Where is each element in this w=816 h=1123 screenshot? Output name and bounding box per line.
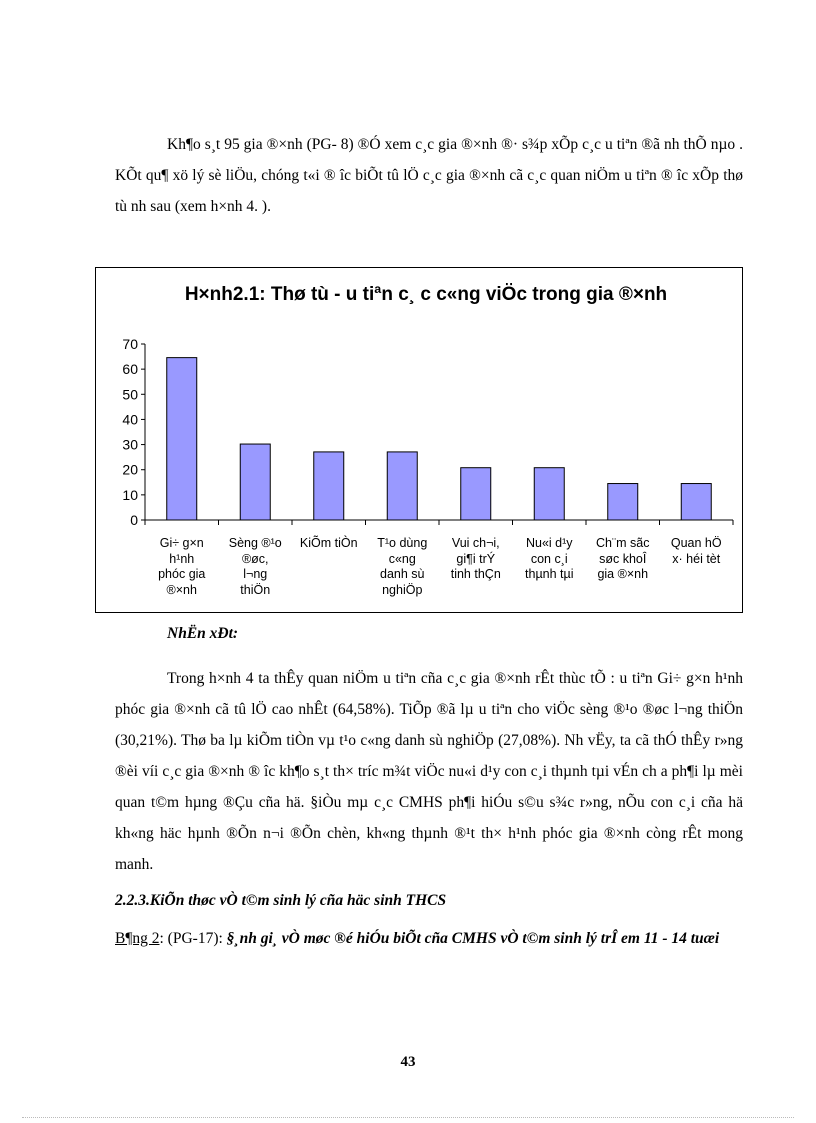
y-tick-label: 10 xyxy=(122,486,138,503)
x-category-label: Ch¨m sãc søc khoÎ gia ®×nh xyxy=(596,536,650,581)
table-label: B¶ng 2 xyxy=(115,930,160,947)
table-title: §¸nh gi¸ vÒ møc ®é hiÓu biÕt cña CMHS vÒ t©m sinh lý trÎ em 11 - 14 tuæi xyxy=(226,930,720,947)
y-tick-label: 30 xyxy=(122,436,138,453)
remarks-heading: NhËn xÐt: xyxy=(167,625,239,642)
bar-8 xyxy=(681,484,711,520)
y-tick-label: 60 xyxy=(122,361,138,378)
intro-paragraph: Kh¶o s¸t 95 gia ®×nh (PG- 8) ®Ó xem c¸c gia ®×nh ®· s¾p xÕp c¸c u tiªn ®ã nh thÕ nµo . KÕt qu¶ xö lý sè liÖu, chóng t«i ® îc biÕt tû lÖ c¸c gia ®×nh cã c¸c quan niÖm u tiªn ® îc xÕp thø tù nh sau (xem h×nh 4. ). xyxy=(115,136,743,215)
chart-title: H×nh2.1: Thø tù - u tiªn c¸ c c«ng viÖc trong gia ®×nh xyxy=(184,284,668,305)
section-heading: 2.2.3.KiÕn thøc vÒ t©m sinh lý cña häc sinh THCS xyxy=(115,892,447,909)
page-bottom-rule xyxy=(22,1117,794,1118)
y-tick-label: 0 xyxy=(130,512,138,528)
remarks-paragraph: Trong h×nh 4 ta thÊy quan niÖm u tiªn cña c¸c gia ®×nh rÊt thùc tÕ : u tiªn Gi÷ g×n h¹nh phóc gia ®×nh cã tû lÖ cao nhÊt (64,58%). TiÕp ®ã lµ u tiªn cho viÖc sèng ®¹o ®øc l¬ng thiÖn (30,21%). Thø ba lµ kiÕm tiÒn vµ t¹o c«ng danh sù nghiÖp (27,08%). Nh vËy, ta cã thÓ thÊy r»ng ®èi víi c¸c gia ®×nh ® îc kh¶o s¸t th× tríc m¾t viÖc nu«i d¹y con c¸i thµnh tµi vÉn ch a ph¶i lµ mèi quan t©m hµng ®Çu cña hä. §iÒu mµ c¸c CMHS ph¶i hiÓu s©u s¾c r»ng, nÕu con c¸i cña hä kh«ng häc hµnh ®Õn n¬i ®Õn chèn, kh«ng thµnh ®¹t th× h¹nh phóc gia ®×nh còng rÊt mong manh. xyxy=(115,670,743,873)
y-tick-label: 20 xyxy=(122,461,138,478)
x-category-label: Sèng ®¹o ®øc, l¬ng thiÖn xyxy=(228,536,282,597)
bar-7 xyxy=(608,484,638,520)
x-category-label: KiÕm tiÒn xyxy=(299,536,358,550)
table-code: : (PG-17): xyxy=(159,930,227,947)
table-reference xyxy=(115,924,743,954)
bar-2 xyxy=(240,444,270,520)
bar-1 xyxy=(167,358,197,520)
y-tick-label: 40 xyxy=(122,411,138,428)
x-category-label: Quan hÖ x· héi tèt xyxy=(670,536,722,566)
bar-chart xyxy=(95,267,743,613)
y-tick-label: 50 xyxy=(122,386,138,403)
page-number: 43 xyxy=(400,1054,416,1070)
bar-3 xyxy=(314,452,344,520)
y-tick-label: 70 xyxy=(122,336,138,352)
bar-6 xyxy=(534,468,564,520)
x-category-label: Nu«i d¹y con c¸i thµnh tµi xyxy=(525,536,574,581)
bar-4 xyxy=(387,452,417,520)
x-category-label: T¹o dùng c«ng danh sù nghiÖp xyxy=(377,536,428,597)
x-category-label: Vui ch¬i, gi¶i trÝ tinh thÇn xyxy=(450,536,501,581)
bar-5 xyxy=(461,468,491,520)
x-category-label: Gi÷ g×n h¹nh phóc gia ®×nh xyxy=(158,536,206,597)
